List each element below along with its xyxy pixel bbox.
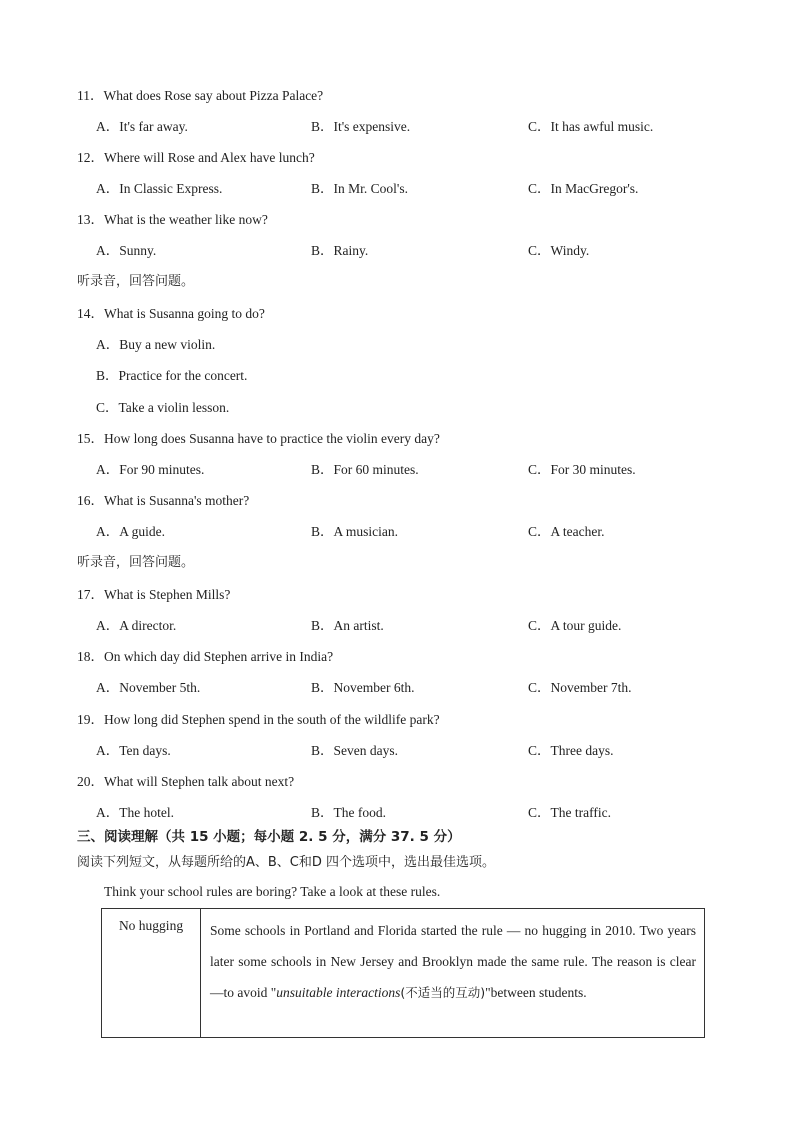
rule-name: No hugging: [102, 909, 201, 1038]
question-18-option-b: B．November 6th.: [311, 680, 415, 695]
question-19: 19．How long did Stephen spend in the south of the wildlife park?: [77, 712, 440, 727]
question-16: 16．What is Susanna's mother?: [77, 493, 250, 508]
table-row: [102, 909, 705, 1038]
rules-table: [101, 908, 705, 1038]
question-12-option-a: A．In Classic Express.: [96, 181, 223, 196]
question-13-option-a: A．Sunny.: [96, 243, 157, 258]
question-18: 18．On which day did Stephen arrive in India?: [77, 649, 334, 664]
passage-intro: Think your school rules are boring? Take a look at these rules.: [104, 884, 441, 899]
question-11-option-a: A．It's far away.: [96, 119, 188, 134]
question-15-option-b: B．For 60 minutes.: [311, 462, 419, 477]
question-11-option-b: B．It's expensive.: [311, 119, 411, 134]
question-17: 17．What is Stephen Mills?: [77, 587, 231, 602]
question-15: 15．How long does Susanna have to practice the violin every day?: [77, 431, 440, 446]
question-14: 14．What is Susanna going to do?: [77, 306, 265, 321]
question-17-option-b: B．An artist.: [311, 618, 384, 633]
question-19-option-a: A．Ten days.: [96, 743, 171, 758]
question-17-option-c: C．A tour guide.: [528, 618, 622, 633]
question-13: 13．What is the weather like now?: [77, 212, 268, 227]
question-14-option-c: C．Take a violin lesson.: [96, 400, 230, 415]
question-20: 20．What will Stephen talk about next?: [77, 774, 295, 789]
rule-text-italic: unsuitable interactions: [276, 985, 401, 1000]
rule-description: [201, 909, 705, 1038]
question-12-option-b: B．In Mr. Cool's.: [311, 181, 408, 196]
question-15-option-c: C．For 30 minutes.: [528, 462, 636, 477]
question-14-option-a: A．Buy a new violin.: [96, 337, 216, 352]
question-18-option-a: A．November 5th.: [96, 680, 201, 695]
section-instruction: 阅读下列短文，从每题所给的A、B、C和D 四个选项中，选出最佳选项。: [77, 855, 496, 870]
question-16-option-b: B．A musician.: [311, 524, 398, 539]
question-11-option-c: C．It has awful music.: [528, 119, 654, 134]
question-13-option-b: B．Rainy.: [311, 243, 369, 258]
listen-instruction-2: 听录音，回答问题。: [77, 555, 195, 570]
question-15-option-a: A．For 90 minutes.: [96, 462, 205, 477]
rule-text-part1: Some schools in Portland and Florida started the rule — no hugging in 2010. Two years later some schools in New Jersey and Brooklyn made the same rule. The reason is clear —to avoid ": [210, 923, 696, 1000]
question-16-option-a: A．A guide.: [96, 524, 165, 539]
question-19-option-b: B．Seven days.: [311, 743, 398, 758]
section-title: 三、阅读理解（共 15 小题；每小题 2. 5 分，满分 37. 5 分）: [77, 829, 461, 845]
rule-text-chinese: (不适当的互动): [400, 985, 486, 1000]
question-16-option-c: C．A teacher.: [528, 524, 605, 539]
question-11: 11．What does Rose say about Pizza Palace?: [77, 88, 324, 103]
question-13-option-c: C．Windy.: [528, 243, 590, 258]
question-20-option-a: A．The hotel.: [96, 805, 174, 820]
question-12: 12．Where will Rose and Alex have lunch?: [77, 150, 315, 165]
question-20-option-c: C．The traffic.: [528, 805, 611, 820]
question-14-option-b: B．Practice for the concert.: [96, 368, 248, 383]
question-12-option-c: C．In MacGregor's.: [528, 181, 639, 196]
question-17-option-a: A．A director.: [96, 618, 177, 633]
rule-text-part2: "between students.: [485, 985, 587, 1000]
listen-instruction: 听录音，回答问题。: [77, 274, 195, 289]
question-19-option-c: C．Three days.: [528, 743, 614, 758]
question-20-option-b: B．The food.: [311, 805, 386, 820]
question-18-option-c: C．November 7th.: [528, 680, 632, 695]
